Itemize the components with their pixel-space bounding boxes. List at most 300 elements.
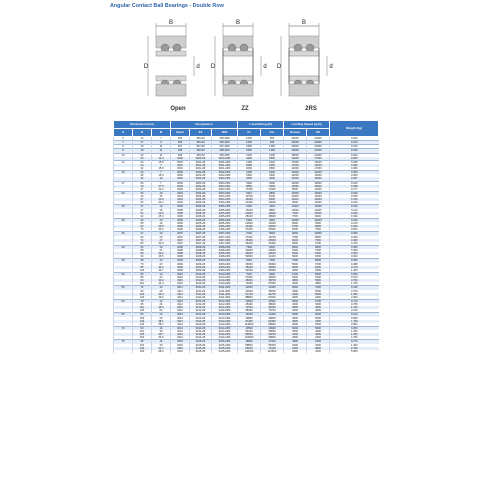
table-cell: 4900 — [261, 218, 284, 222]
table-cell: 0.009 — [330, 171, 379, 175]
table-cell: 42800 — [261, 317, 284, 320]
table-cell: 58 — [133, 259, 152, 263]
table-cell: 8500 — [307, 259, 330, 263]
table-cell: 12900 — [238, 286, 261, 290]
table-cell: 54800 — [238, 255, 261, 259]
table-cell: 26 — [152, 317, 171, 320]
table-cell: 3301-2RS — [212, 167, 238, 171]
table-cell: 50 — [114, 272, 133, 276]
table-cell: 3307-2RS — [212, 239, 238, 242]
table-cell: 308 — [171, 149, 190, 153]
subheader-B: B — [152, 129, 171, 137]
table-cell: 30.2 — [152, 266, 171, 269]
table-cell: 5600 — [284, 242, 307, 246]
table-cell: 3013-2RS — [212, 313, 238, 317]
table-cell: 0.066 — [330, 167, 379, 171]
table-cell: 22000 — [307, 141, 330, 145]
table-cell: 21200 — [238, 201, 261, 205]
table-cell: 0.650 — [330, 252, 379, 255]
table-cell: 308-ZZ — [190, 149, 212, 153]
table-cell: 7 — [152, 171, 171, 175]
table-cell: 4000 — [261, 177, 284, 181]
table-cell: 56000 — [261, 306, 284, 309]
table-cell: 7500 — [307, 228, 330, 232]
table-cell: 25900 — [261, 228, 284, 232]
table-cell: 30 — [133, 157, 152, 161]
table-cell: 0.150 — [330, 286, 379, 290]
table-cell: 64300 — [261, 320, 284, 323]
table-cell: 3004-ZZ — [190, 191, 212, 195]
table-cell: 50800 — [261, 330, 284, 333]
table-cell: 3006 — [171, 218, 190, 222]
table-cell: 4000 — [284, 282, 307, 286]
table-cell: 120 — [133, 296, 152, 300]
table-cell: 3400 — [284, 309, 307, 313]
table-cell: 5600 — [307, 290, 330, 293]
table-cell: 0.050 — [330, 232, 379, 236]
table-cell: 26 — [152, 303, 171, 306]
table-cell: 3406-2RS — [212, 228, 238, 232]
table-cell: 10000 — [307, 212, 330, 215]
table-cell: 0.110 — [330, 209, 379, 212]
table-cell: 42 — [133, 195, 152, 198]
subheader-cor: Cor — [261, 129, 284, 137]
table-cell: 0.050 — [330, 157, 379, 161]
table-cell: 3205 — [171, 209, 190, 212]
table-cell: 0.460 — [330, 239, 379, 242]
table-cell: 62 — [133, 225, 152, 228]
table-cell: 3415 — [171, 350, 190, 353]
table-cell: 13 — [152, 313, 171, 317]
table-cell: 80 — [133, 242, 152, 246]
table-cell: 33400 — [261, 242, 284, 246]
table-cell: 3409-2RS — [212, 269, 238, 273]
table-cell: 6300 — [284, 249, 307, 252]
table-cell: 0.020 — [330, 149, 379, 153]
table-cell: 45400 — [238, 303, 261, 306]
table-cell: 2050 — [261, 164, 284, 167]
table-cell: 30.2 — [152, 279, 171, 282]
table-cell: 3210-ZZ — [190, 276, 212, 279]
table-cell: 0.250 — [330, 326, 379, 330]
table-cell: 85 — [133, 313, 152, 317]
table-cell: 1.700 — [330, 282, 379, 286]
table-cell: 72 — [133, 228, 152, 232]
table-cell: 12400 — [261, 313, 284, 317]
table-cell: 3406 — [171, 228, 190, 232]
table-cell: 20 — [152, 236, 171, 239]
table-cell: 3306-ZZ — [190, 225, 212, 228]
table-cell: 3000 — [284, 323, 307, 327]
table-cell: 3206-2RS — [212, 222, 238, 225]
table-cell: 3413-2RS — [212, 323, 238, 327]
table-cell: 5300 — [307, 269, 330, 273]
table-cell: 3007-ZZ — [190, 232, 212, 236]
table-cell: 76700 — [261, 309, 284, 313]
table-cell: 0.760 — [330, 242, 379, 246]
table-cell: 9000 — [284, 232, 307, 236]
bearing-diagram-1 — [209, 16, 273, 113]
table-cell: 6300 — [238, 174, 261, 177]
table-cell: 3410-ZZ — [190, 282, 212, 286]
table-cell: 88500 — [238, 333, 261, 336]
table-cell: 3010-2RS — [212, 272, 238, 276]
table-cell: 90 — [133, 326, 152, 330]
table-cell: 2000 — [261, 181, 284, 185]
table-cell: 81400 — [238, 320, 261, 323]
table-cell: 3206 — [171, 222, 190, 225]
table-cell: 0.290 — [330, 236, 379, 239]
table-cell: 11 — [152, 149, 171, 153]
table-cell: 55 — [114, 286, 133, 290]
table-cell: 55 — [133, 222, 152, 225]
table-cell: 3207 — [171, 236, 190, 239]
dim-d-label: d — [263, 64, 267, 70]
table-cell: 8400 — [238, 259, 261, 263]
table-cell: 3412-2RS — [212, 309, 238, 313]
table-cell: 39.7 — [152, 269, 171, 273]
table-cell: 4800 — [284, 279, 307, 282]
table-cell: 3005 — [171, 205, 190, 209]
table-cell: 3313-ZZ — [190, 320, 212, 323]
table-cell: 14000 — [284, 174, 307, 177]
table-cell: 19 — [152, 177, 171, 181]
table-cell: 3301-ZZ — [190, 167, 212, 171]
table-cell: 99800 — [261, 336, 284, 340]
table-cell: 0.098 — [330, 185, 379, 188]
table-cell: 0.730 — [330, 290, 379, 293]
table-cell: 7500 — [307, 249, 330, 252]
table-cell: 3008-2RS — [212, 245, 238, 249]
table-cell: 125 — [133, 333, 152, 336]
table-cell: 3304-ZZ — [190, 198, 212, 201]
table-cell: 14200 — [238, 313, 261, 317]
table-cell: 7500 — [284, 215, 307, 219]
table-cell: 3003-ZZ — [190, 181, 212, 185]
table-cell: 43000 — [238, 290, 261, 293]
table-cell: 305-ZZ — [190, 137, 212, 141]
table-cell: 14000 — [307, 171, 330, 175]
table-cell: 32 — [133, 167, 152, 171]
table-cell: 22.2 — [152, 201, 171, 205]
table-cell: 3208 — [171, 249, 190, 252]
table-cell: 550 — [261, 137, 284, 141]
table-cell: 3202 — [171, 174, 190, 177]
table-cell: 18600 — [261, 215, 284, 219]
table-cell: 11000 — [284, 198, 307, 201]
table-cell: 3009-ZZ — [190, 259, 212, 263]
table-cell: 4300 — [284, 303, 307, 306]
table-cell: 0.010 — [330, 141, 379, 145]
table-cell: 3011-ZZ — [190, 286, 212, 290]
table-cell: 10000 — [284, 209, 307, 212]
table-cell: 17000 — [284, 160, 307, 164]
table-cell: 130 — [133, 347, 152, 350]
table-cell: 75 — [114, 340, 133, 344]
table-cell: 22000 — [307, 137, 330, 141]
page-title: Angular Contact Ball Bearings - Double Row — [110, 3, 224, 9]
table-cell: 27 — [152, 239, 171, 242]
table-cell: 3414-2RS — [212, 336, 238, 340]
table-cell: 3314 — [171, 333, 190, 336]
table-cell: 3413-ZZ — [190, 323, 212, 327]
table-cell: 3203-ZZ — [190, 185, 212, 188]
table-cell: 38700 — [261, 279, 284, 282]
header-load-rating: Load Rating (N) — [238, 121, 284, 129]
table-cell: 8500 — [307, 236, 330, 239]
table-cell: 3001-ZZ — [190, 164, 212, 167]
table-cell: 17000 — [307, 167, 330, 171]
table-cell: 3407-ZZ — [190, 242, 212, 246]
table-cell: 28100 — [238, 215, 261, 219]
subheader-d: d — [114, 129, 133, 137]
table-cell: 307-2RS — [212, 145, 238, 149]
table-cell: 54 — [152, 309, 171, 313]
table-cell: 90 — [133, 255, 152, 259]
table-cell: 93200 — [238, 347, 261, 350]
table-cell: 3415-2RS — [212, 350, 238, 353]
table-cell: 20000 — [238, 222, 261, 225]
subheader-grease: Grease — [284, 129, 307, 137]
table-cell: 22.2 — [152, 188, 171, 192]
table-cell: 3400 — [261, 174, 284, 177]
diagram-caption: Open — [170, 106, 186, 112]
table-cell: 5300 — [284, 252, 307, 255]
table-cell: 3200-2RS — [212, 157, 238, 161]
table-cell: 3411-ZZ — [190, 296, 212, 300]
table-cell: 3414 — [171, 336, 190, 340]
table-cell: 7 — [152, 181, 171, 185]
table-cell: 3410-2RS — [212, 282, 238, 286]
table-cell: 3302-2RS — [212, 177, 238, 181]
table-cell: 0.740 — [330, 266, 379, 269]
table-cell: 150 — [133, 336, 152, 340]
table-cell: 0.510 — [330, 276, 379, 279]
table-cell: 3405 — [171, 215, 190, 219]
subheader-oil: Oil — [307, 129, 330, 137]
table-cell: 3215 — [171, 344, 190, 347]
table-cell: 3311-2RS — [212, 293, 238, 296]
table-cell: 3309 — [171, 266, 190, 269]
table-cell: 3200 — [284, 347, 307, 350]
table-cell: 0.020 — [330, 153, 379, 157]
table-cell — [114, 350, 133, 353]
table-cell: 3315-2RS — [212, 347, 238, 350]
table-cell: 37000 — [238, 276, 261, 279]
table-cell: 6700 — [284, 225, 307, 228]
table-cell: 54200 — [238, 330, 261, 333]
table-cell: 112600 — [261, 350, 284, 353]
table-cell: 5200 — [261, 185, 284, 188]
table-cell: 9000 — [284, 201, 307, 205]
table-cell: 1900 — [261, 171, 284, 175]
table-cell: 5000 — [284, 255, 307, 259]
table-cell: 3412-ZZ — [190, 309, 212, 313]
dim-D-label: D — [276, 64, 282, 70]
table-cell: 3413 — [171, 323, 190, 327]
table-cell: 13000 — [284, 191, 307, 195]
table-cell: 115 — [133, 344, 152, 347]
table-cell: 57100 — [238, 293, 261, 296]
table-cell: 36000 — [238, 263, 261, 266]
table-cell: 35000 — [261, 290, 284, 293]
table-cell: 8 — [114, 145, 133, 149]
table-cell: 38900 — [261, 303, 284, 306]
table-cell: 3211 — [171, 290, 190, 293]
table-cell: 39.7 — [152, 333, 171, 336]
table-cell: 3202-ZZ — [190, 174, 212, 177]
table-cell: 13000 — [284, 157, 307, 161]
table-cell: 72 — [133, 286, 152, 290]
table-cell: 95 — [133, 340, 152, 344]
table-cell: 17 — [133, 141, 152, 145]
table-cell: 75 — [133, 263, 152, 266]
table-cell: 7 — [114, 141, 133, 145]
table-cell: 3305-2RS — [212, 212, 238, 215]
table-cell: 3201 — [171, 160, 190, 164]
table-cell: 1.300 — [330, 344, 379, 347]
table-cell: 52 — [133, 201, 152, 205]
table-cell: 52 — [133, 245, 152, 249]
table-cell: 36.5 — [152, 255, 171, 259]
table-cell: 9800 — [261, 209, 284, 212]
table-cell: 16000 — [307, 177, 330, 181]
table-cell: 3203-2RS — [212, 185, 238, 188]
table-cell: 308-2RS — [212, 149, 238, 153]
table-cell: 49800 — [238, 317, 261, 320]
table-cell: 306-ZZ — [190, 141, 212, 145]
table-cell: 0.554 — [330, 228, 379, 232]
table-cell: 30 — [152, 330, 171, 333]
table-cell: 15.9 — [152, 160, 171, 164]
table-cell: 3408-ZZ — [190, 255, 212, 259]
table-cell: 6000 — [307, 266, 330, 269]
table-cell: 3015 — [171, 340, 190, 344]
table-cell: 3304-2RS — [212, 198, 238, 201]
table-cell: 16000 — [307, 164, 330, 167]
table-cell: 3009-2RS — [212, 259, 238, 263]
table-cell: 80 — [133, 276, 152, 279]
table-cell: 23 — [152, 276, 171, 279]
table-cell: 12600 — [261, 201, 284, 205]
table-cell: 6000 — [307, 255, 330, 259]
table-cell: 19500 — [238, 326, 261, 330]
table-cell: 3311-ZZ — [190, 293, 212, 296]
table-cell: 47 — [133, 232, 152, 236]
table-cell: 0.290 — [330, 225, 379, 228]
table-cell: 3205-2RS — [212, 209, 238, 212]
table-cell: 16900 — [261, 326, 284, 330]
subheader-2rs: 2RS — [212, 129, 238, 137]
table-cell: 3207-ZZ — [190, 236, 212, 239]
table-cell: 7500 — [284, 212, 307, 215]
table-cell: 11000 — [284, 205, 307, 209]
table-cell: 4490 — [238, 157, 261, 161]
table-cell: 3407 — [171, 242, 190, 246]
table-cell: 3080 — [238, 164, 261, 167]
table-cell: 3208-ZZ — [190, 249, 212, 252]
table-cell: 62100 — [238, 269, 261, 273]
table-cell: 14000 — [307, 191, 330, 195]
table-cell: 7500 — [284, 259, 307, 263]
table-cell: 13600 — [261, 212, 284, 215]
table-cell: 25.4 — [152, 215, 171, 219]
table-cell: 1050 — [238, 137, 261, 141]
table-cell: 0.270 — [330, 340, 379, 344]
table-cell: 307 — [171, 145, 190, 149]
table-cell: 12000 — [307, 198, 330, 201]
table-cell: 4000 — [284, 317, 307, 320]
table-cell: 34000 — [284, 137, 307, 141]
table-cell: 0.040 — [330, 218, 379, 222]
table-cell: 9 — [114, 149, 133, 153]
table-cell: 14000 — [284, 167, 307, 171]
table-cell: 2600 — [284, 350, 307, 353]
table-cell: 10 — [152, 218, 171, 222]
table-cell: 28400 — [261, 263, 284, 266]
table-cell: 30 — [152, 344, 171, 347]
table-cell: 3305 — [171, 212, 190, 215]
table-cell: 4800 — [284, 340, 307, 344]
table-cell: 3006-ZZ — [190, 218, 212, 222]
table-cell: 3800 — [284, 306, 307, 309]
table-cell: 65 — [114, 313, 133, 317]
table-cell: 4500 — [284, 269, 307, 273]
table-cell: 8000 — [307, 225, 330, 228]
table-cell: 20 — [114, 191, 133, 195]
table-cell: 1.410 — [330, 306, 379, 309]
diagram-caption: 2RS — [305, 106, 317, 112]
table-cell: 65 — [133, 272, 152, 276]
table-cell: 3007 — [171, 232, 190, 236]
table-cell: 13000 — [307, 205, 330, 209]
table-cell: 26 — [152, 290, 171, 293]
table-cell: 3215-2RS — [212, 344, 238, 347]
table-cell: 3309-2RS — [212, 266, 238, 269]
table-cell: 37200 — [238, 228, 261, 232]
table-cell: 10 — [114, 153, 133, 157]
table-cell: 3204-ZZ — [190, 195, 212, 198]
table-cell: 5600 — [284, 263, 307, 266]
table-cell: 3312 — [171, 306, 190, 309]
table-cell: 6000 — [284, 228, 307, 232]
table-cell: 130 — [133, 309, 152, 313]
table-cell: 72 — [133, 239, 152, 242]
diagram-caption: ZZ — [241, 106, 249, 112]
table-cell: 3309-ZZ — [190, 266, 212, 269]
table-cell: 0.140 — [330, 198, 379, 201]
table-cell: 1350 — [261, 149, 284, 153]
table-cell: 309 — [171, 153, 190, 157]
table-cell: 2500 — [261, 157, 284, 161]
table-cell: 69700 — [261, 333, 284, 336]
table-cell: 5300 — [284, 313, 307, 317]
table-cell: 3202-2RS — [212, 174, 238, 177]
table-cell: 15200 — [238, 209, 261, 212]
table-cell: 3306-2RS — [212, 225, 238, 228]
table-cell: 3001-2RS — [212, 164, 238, 167]
table-cell: 14200 — [238, 198, 261, 201]
table-cell: 7 — [152, 137, 171, 141]
table-cell: 306-2RS — [212, 141, 238, 145]
table-cell: 13000 — [307, 195, 330, 198]
table-cell: 70 — [114, 326, 133, 330]
table-cell: 11 — [152, 145, 171, 149]
table-cell: 67600 — [261, 296, 284, 300]
table-cell: 4300 — [307, 330, 330, 333]
table-cell: 3302-ZZ — [190, 177, 212, 181]
table-cell: 37 — [133, 205, 152, 209]
